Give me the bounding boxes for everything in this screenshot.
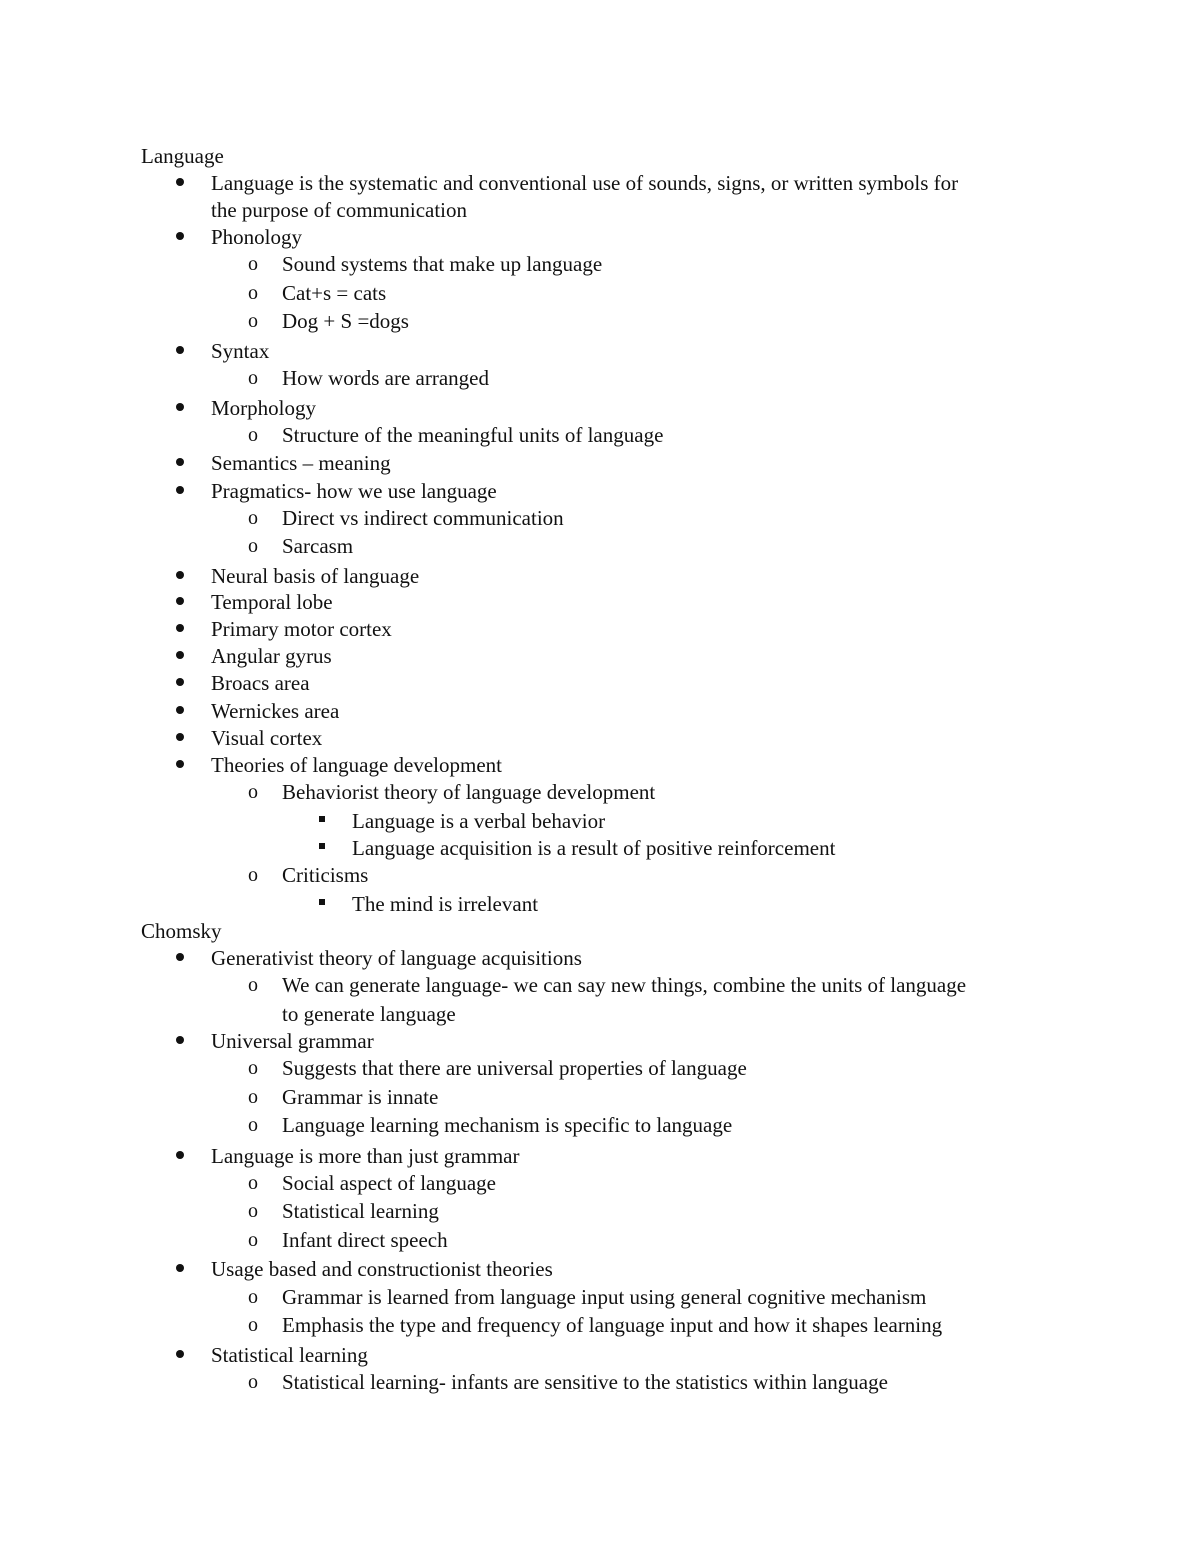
list-item-emphasis-type-frequency: Emphasis the type and frequency of language input and how it shapes learning [282,1313,943,1337]
section-heading-language: Language [141,144,224,168]
list-item-generate-language: We can generate language- we can say new things, combine the units of language [282,973,967,997]
bullet-dot-icon [176,1264,184,1272]
bullet-circle-icon: o [248,507,258,529]
bullet-dot-icon [176,1036,184,1044]
list-item-usage-based: Usage based and constructionist theories [211,1257,553,1281]
list-item-phonology-sound-systems: Sound systems that make up language [282,252,603,276]
bullet-circle-icon: o [248,1229,258,1251]
list-item-learning-mechanism: Language learning mechanism is specific to language [282,1113,733,1137]
list-item-angular-gyrus: Angular gyrus [211,644,332,668]
list-item-universal-properties: Suggests that there are universal properties of language [282,1056,747,1080]
bullet-dot-icon [176,953,184,961]
list-item-pragmatics-sarcasm: Sarcasm [282,534,354,558]
bullet-circle-icon: o [248,1286,258,1308]
bullet-dot-icon [176,733,184,741]
list-item-primary-motor-cortex: Primary motor cortex [211,617,392,641]
list-item-semantics: Semantics – meaning [211,451,391,475]
section-heading-chomsky: Chomsky [141,919,222,943]
list-item-phonology-cats: Cat+s = cats [282,281,387,305]
list-item-phonology-dogs: Dog + S =dogs [282,309,409,333]
list-item-phonology: Phonology [211,225,303,249]
bullet-dot-icon [176,1151,184,1159]
list-item-grammar-learned: Grammar is learned from language input using general cognitive mechanism [282,1285,927,1309]
bullet-square-icon [319,843,325,849]
list-item-broacs-area: Broacs area [211,671,310,695]
list-item-pragmatics-direct: Direct vs indirect communication [282,506,564,530]
list-item-mind-irrelevant: The mind is irrelevant [352,892,539,916]
list-item-criticisms: Criticisms [282,863,369,887]
list-item-morphology: Morphology [211,396,316,420]
bullet-dot-icon [176,486,184,494]
list-item-visual-cortex: Visual cortex [211,726,323,750]
bullet-dot-icon [176,403,184,411]
bullet-dot-icon [176,760,184,768]
bullet-circle-icon: o [248,1314,258,1336]
bullet-circle-icon: o [248,1114,258,1136]
list-item-infant-direct-speech: Infant direct speech [282,1228,448,1252]
bullet-dot-icon [176,651,184,659]
list-item-definition-continued: the purpose of communication [211,198,468,222]
bullet-circle-icon: o [248,253,258,275]
bullet-circle-icon: o [248,1086,258,1108]
list-item-generativist: Generativist theory of language acquisitions [211,946,582,970]
bullet-dot-icon [176,232,184,240]
bullet-dot-icon [176,346,184,354]
list-item-behaviorist: Behaviorist theory of language development [282,780,656,804]
list-item-syntax-arranged: How words are arranged [282,366,489,390]
list-item-wernickes-area: Wernickes area [211,699,340,723]
list-item-statistical-learning-heading: Statistical learning [211,1343,368,1367]
bullet-dot-icon [176,706,184,714]
list-item-definition: Language is the systematic and conventional use of sounds, signs, or written symbols for [211,171,959,195]
list-item-statistical-learning: Statistical learning [282,1199,439,1223]
list-item-temporal-lobe: Temporal lobe [211,590,333,614]
list-item-generate-language-continued: to generate language [282,1002,456,1026]
list-item-positive-reinforcement: Language acquisition is a result of positive reinforcement [352,836,836,860]
bullet-dot-icon [176,178,184,186]
bullet-circle-icon: o [248,781,258,803]
list-item-social-aspect: Social aspect of language [282,1171,496,1195]
list-item-infants-sensitive: Statistical learning- infants are sensitive to the statistics within language [282,1370,888,1394]
bullet-dot-icon [176,678,184,686]
list-item-morphology-structure: Structure of the meaningful units of language [282,423,664,447]
bullet-circle-icon: o [248,974,258,996]
bullet-circle-icon: o [248,282,258,304]
bullet-circle-icon: o [248,864,258,886]
bullet-circle-icon: o [248,1200,258,1222]
bullet-square-icon [319,816,325,822]
list-item-grammar-innate: Grammar is innate [282,1085,439,1109]
bullet-circle-icon: o [248,367,258,389]
list-item-syntax: Syntax [211,339,270,363]
bullet-dot-icon [176,624,184,632]
bullet-circle-icon: o [248,535,258,557]
list-item-neural-basis: Neural basis of language [211,564,420,588]
bullet-dot-icon [176,597,184,605]
bullet-circle-icon: o [248,424,258,446]
bullet-dot-icon [176,458,184,466]
list-item-verbal-behavior: Language is a verbal behavior [352,809,606,833]
bullet-dot-icon [176,1350,184,1358]
list-item-more-than-grammar: Language is more than just grammar [211,1144,520,1168]
list-item-theories: Theories of language development [211,753,502,777]
bullet-circle-icon: o [248,1172,258,1194]
list-item-universal-grammar: Universal grammar [211,1029,374,1053]
bullet-circle-icon: o [248,1057,258,1079]
list-item-pragmatics: Pragmatics- how we use language [211,479,497,503]
bullet-circle-icon: o [248,1371,258,1393]
bullet-circle-icon: o [248,310,258,332]
bullet-dot-icon [176,571,184,579]
bullet-square-icon [319,899,325,905]
